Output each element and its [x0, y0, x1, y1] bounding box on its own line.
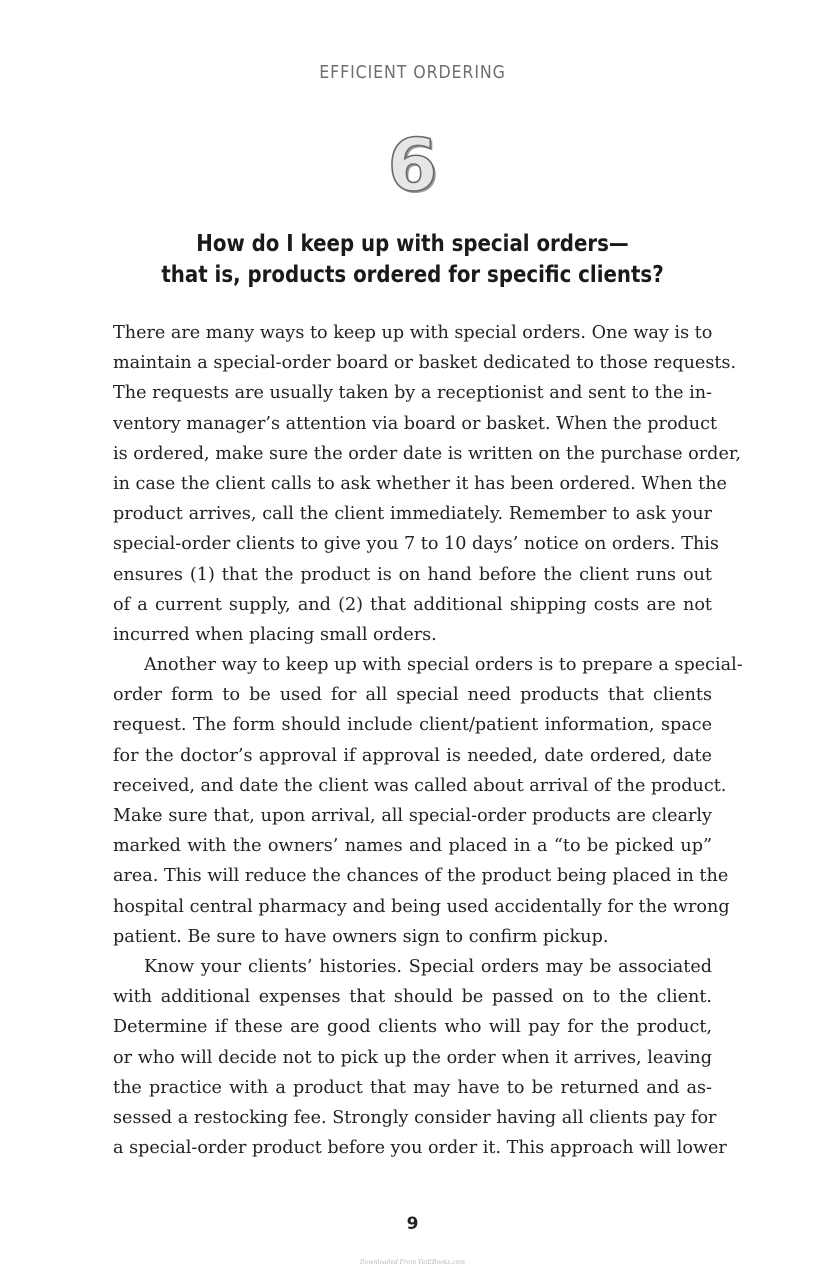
body-line: Another way to keep up with special orders is to prepare a special- [144, 655, 743, 676]
body-line: with additional expenses that should be passed on to the client. [113, 987, 712, 1008]
body-line: There are many ways to keep up with special orders. One way is to [113, 323, 713, 343]
body-line: area. This will reduce the chances of the product being placed in the [113, 866, 729, 887]
body-line: Know your clients’ histories. Special orders may be associated [144, 956, 712, 977]
body-line: Determine if these are good clients who will pay for the product, [113, 1017, 712, 1038]
body-line: a special-order product before you order it. This approach will lower [113, 1138, 727, 1159]
question-heading [60, 229, 765, 291]
running-head: EFFICIENT ORDERING [319, 62, 506, 83]
body-line: Make sure that, upon arrival, all special-order products are clearly [113, 806, 712, 826]
body-line: in case the client calls to ask whether it has been ordered. When the [113, 473, 727, 494]
body-line: received, and date the client was called about arrival of the product. [113, 775, 727, 796]
body-line: maintain a special-order board or basket dedicated to those requests. [113, 353, 737, 374]
body-line: for the doctor’s approval if approval is needed, date ordered, date [113, 745, 712, 766]
body-line: order form to be used for all special need products that clients [113, 685, 712, 706]
body-line: the practice with a product that may have to be returned and as- [113, 1077, 712, 1098]
body-line: of a current supply, and (2) that additional shipping costs are not [113, 594, 712, 615]
question-line-1: How do I keep up with special orders— [196, 231, 629, 257]
body-line: hospital central pharmacy and being used accidentally for the wrong [113, 896, 730, 917]
body-line: ensures (1) that the product is on hand before the client runs out [113, 564, 712, 585]
body-line: special-order clients to give you 7 to 10 days’ notice on orders. This [113, 534, 719, 555]
body-line: incurred when placing small orders. [113, 624, 437, 645]
body-line: request. The form should include client/patient information, space [113, 715, 712, 736]
body-line: product arrives, call the client immediately. Remember to ask your [113, 504, 712, 525]
page-number: 9 [406, 1214, 419, 1234]
body-line: patient. Be sure to have owners sign to confirm pickup. [113, 926, 609, 947]
body-line: The requests are usually taken by a receptionist and sent to the in- [113, 383, 712, 404]
body-line: or who will decide not to pick up the order when it arrives, leaving [113, 1047, 712, 1068]
body-text [113, 318, 743, 1163]
question-line-2: that is, products ordered for specific clients? [161, 262, 664, 288]
body-line: sessed a restocking fee. Strongly consider having all clients pay for [113, 1107, 717, 1128]
body-line: marked with the owners’ names and placed in a “to be picked up” [113, 836, 712, 857]
download-watermark: Downloaded From VetEBooks.com [360, 1259, 465, 1266]
body-line: ventory manager’s attention via board or basket. When the product [113, 413, 718, 434]
body-line: is ordered, make sure the order date is written on the purchase order, [113, 443, 741, 464]
chapter-number: 6 [387, 123, 438, 207]
